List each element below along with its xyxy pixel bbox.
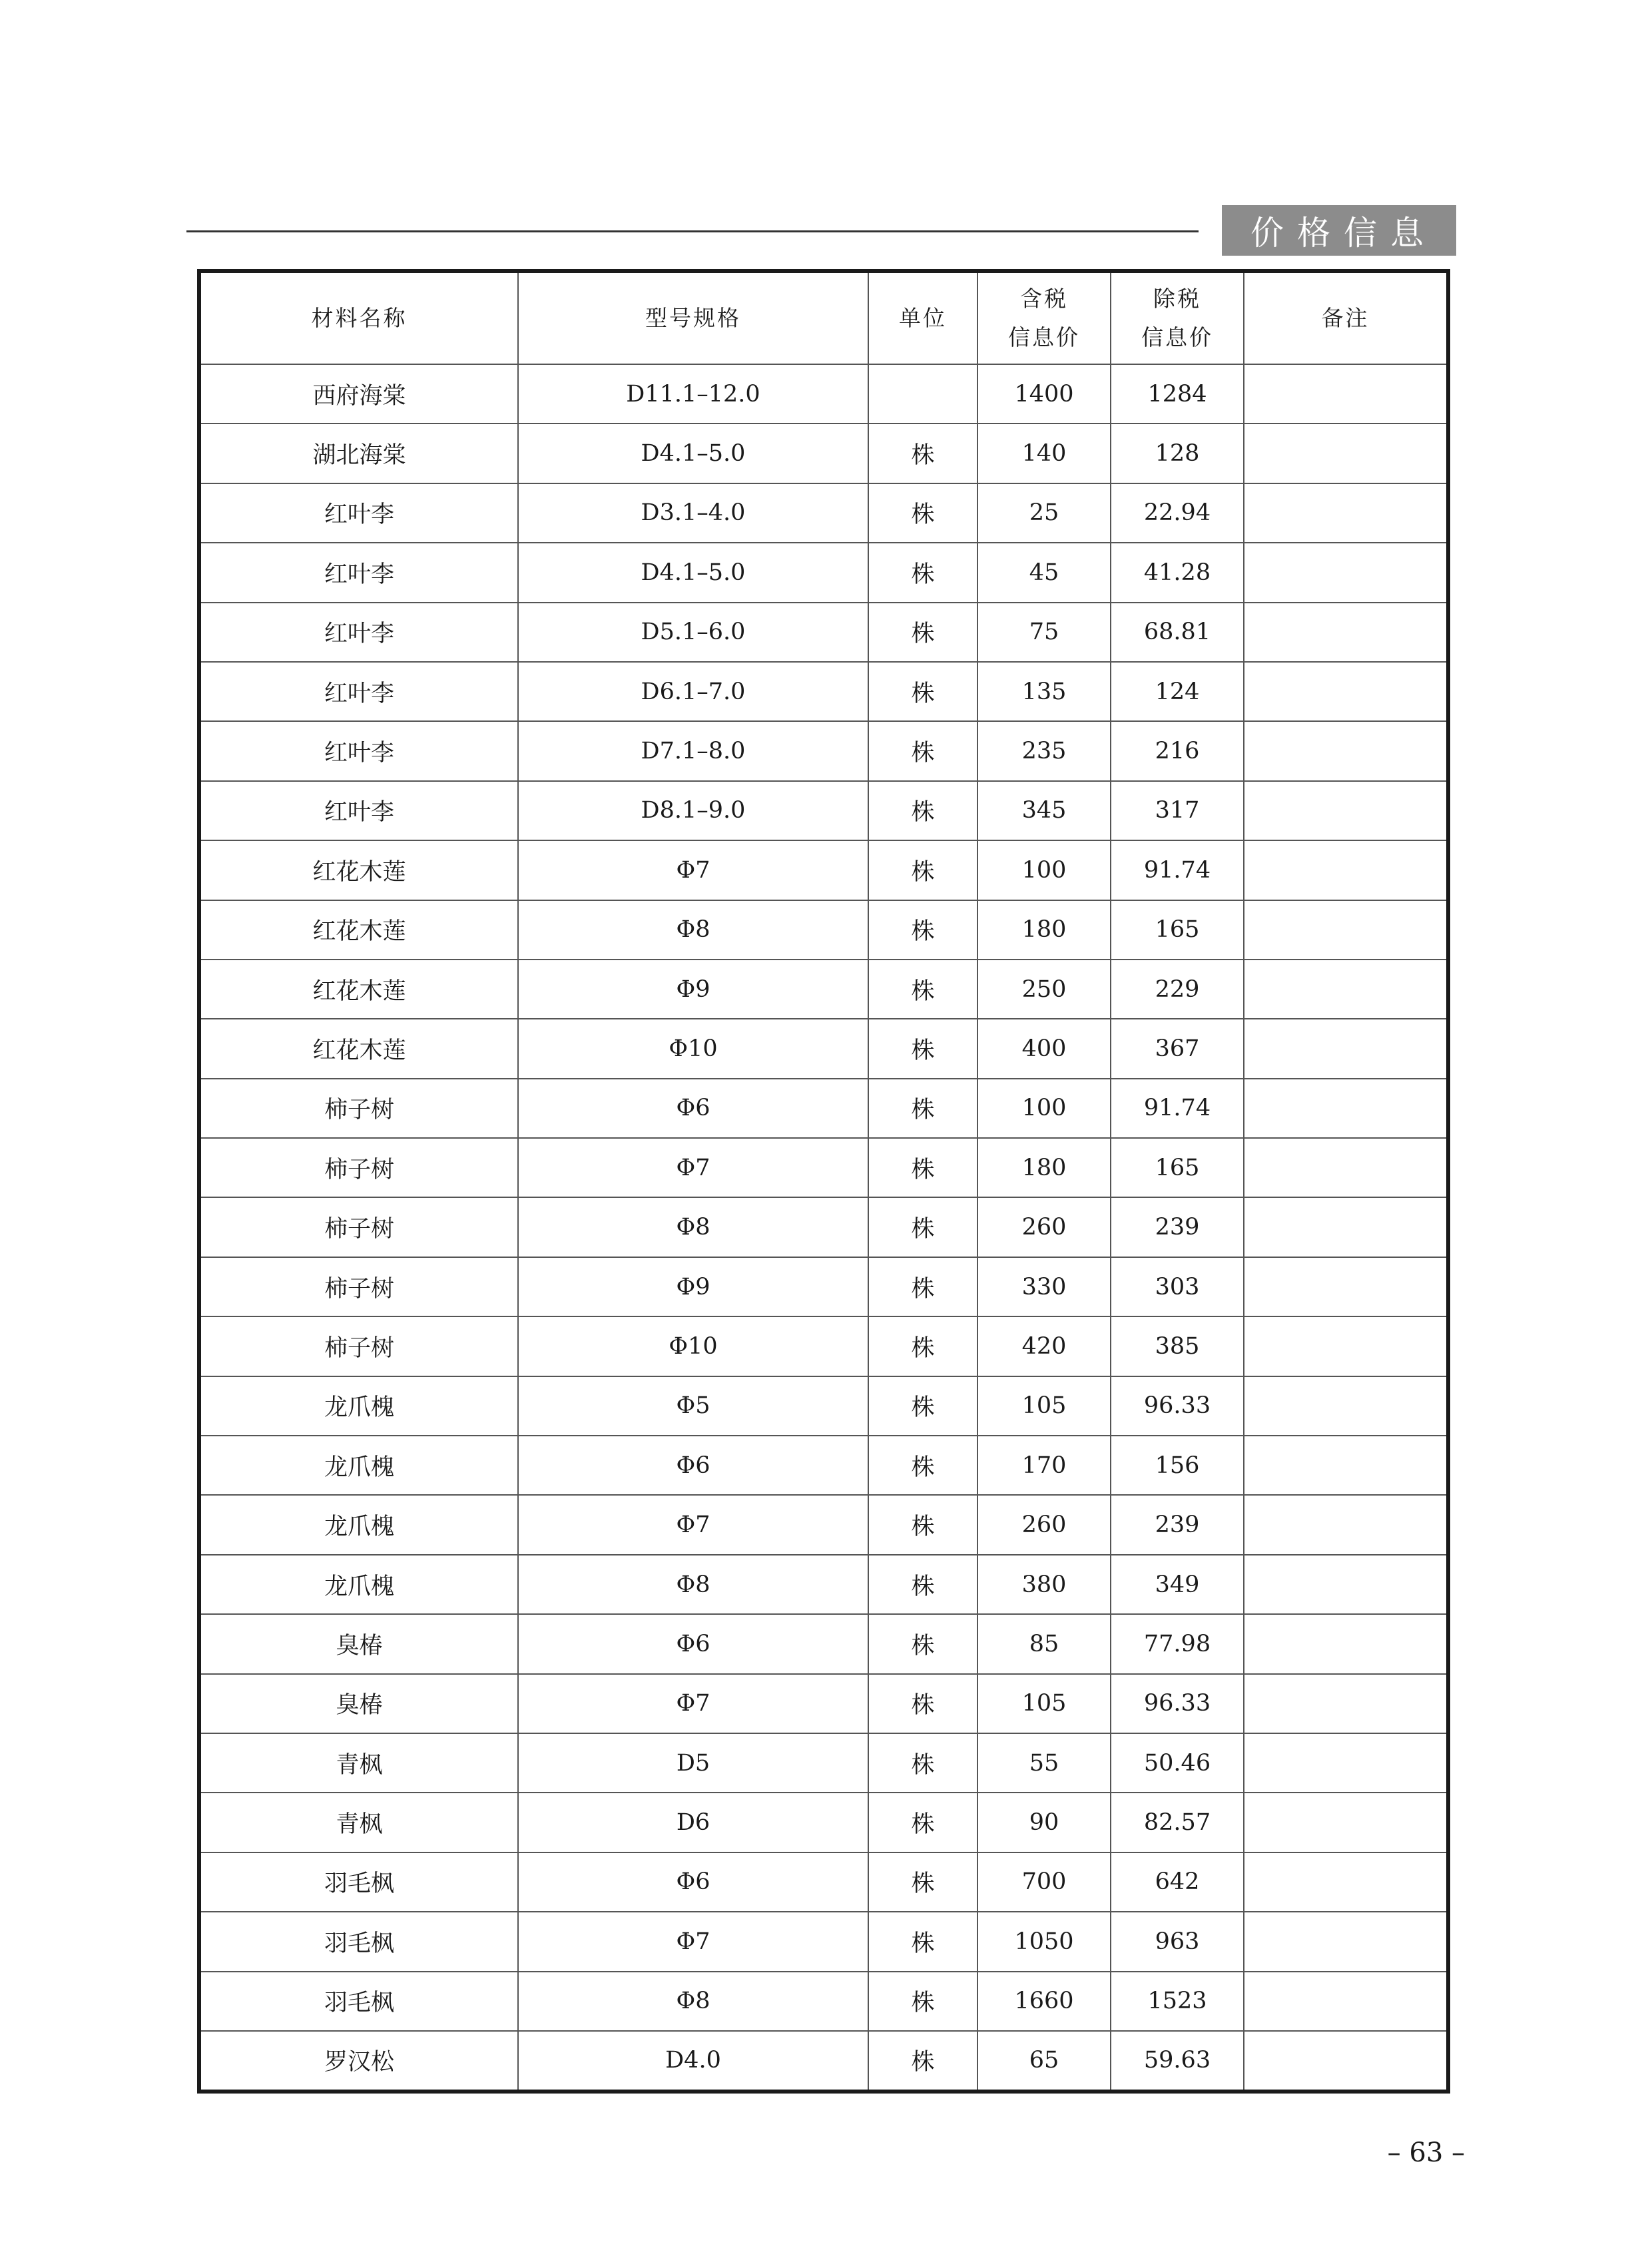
cell-unit: 株 <box>868 1495 977 1554</box>
cell-spec: D4.1–5.0 <box>518 543 868 602</box>
price-table <box>201 273 1446 2090</box>
cell-price-tax: 1400 <box>977 364 1111 423</box>
cell-price-tax: 140 <box>977 423 1111 483</box>
column-header-spec: 型号规格 <box>518 273 868 364</box>
cell-spec: Φ7 <box>518 840 868 900</box>
cell-spec: Φ8 <box>518 1555 868 1614</box>
cell-price-tax: 55 <box>977 1733 1111 1793</box>
cell-price-notax: 96.33 <box>1111 1674 1244 1733</box>
table-header-row <box>201 273 1446 364</box>
cell-price-tax: 420 <box>977 1316 1111 1376</box>
table-row <box>201 900 1446 960</box>
column-header-price-notax <box>1111 273 1244 364</box>
cell-remark <box>1244 1316 1446 1376</box>
cell-remark <box>1244 1972 1446 2031</box>
cell-name: 臭椿 <box>201 1674 518 1733</box>
cell-name: 红花木莲 <box>201 960 518 1019</box>
cell-price-notax: 367 <box>1111 1019 1244 1078</box>
table-row <box>201 2031 1446 2090</box>
cell-price-notax: 229 <box>1111 960 1244 1019</box>
header-rule <box>186 230 1199 232</box>
cell-name: 青枫 <box>201 1793 518 1852</box>
cell-spec: Φ7 <box>518 1674 868 1733</box>
cell-name: 龙爪槐 <box>201 1555 518 1614</box>
cell-unit: 株 <box>868 1733 977 1793</box>
cell-remark <box>1244 1436 1446 1495</box>
section-title-tab: 价格信息 <box>1222 205 1456 256</box>
cell-name: 青枫 <box>201 1733 518 1793</box>
cell-name: 柿子树 <box>201 1257 518 1316</box>
cell-price-notax: 96.33 <box>1111 1376 1244 1436</box>
cell-unit: 株 <box>868 1019 977 1078</box>
cell-remark <box>1244 1733 1446 1793</box>
table-row <box>201 1674 1446 1733</box>
price-table-frame <box>197 269 1450 2094</box>
cell-name: 龙爪槐 <box>201 1376 518 1436</box>
cell-price-tax: 180 <box>977 900 1111 960</box>
cell-spec: Φ7 <box>518 1912 868 1971</box>
cell-name: 臭椿 <box>201 1614 518 1673</box>
cell-remark <box>1244 1912 1446 1971</box>
cell-unit: 株 <box>868 1197 977 1257</box>
cell-remark <box>1244 423 1446 483</box>
cell-name: 羽毛枫 <box>201 1972 518 2031</box>
cell-unit: 株 <box>868 603 977 662</box>
cell-price-tax: 260 <box>977 1495 1111 1554</box>
cell-remark <box>1244 483 1446 543</box>
cell-price-tax: 330 <box>977 1257 1111 1316</box>
cell-spec: Φ9 <box>518 960 868 1019</box>
cell-price-tax: 260 <box>977 1197 1111 1257</box>
cell-price-notax: 68.81 <box>1111 603 1244 662</box>
cell-price-tax: 250 <box>977 960 1111 1019</box>
cell-remark <box>1244 1495 1446 1554</box>
cell-name: 羽毛枫 <box>201 1912 518 1971</box>
cell-price-notax: 303 <box>1111 1257 1244 1316</box>
cell-price-notax: 59.63 <box>1111 2031 1244 2090</box>
table-row <box>201 840 1446 900</box>
cell-price-notax: 165 <box>1111 1138 1244 1197</box>
cell-price-tax: 65 <box>977 2031 1111 2090</box>
cell-price-tax: 345 <box>977 781 1111 840</box>
cell-spec: D5 <box>518 1733 868 1793</box>
column-header-name: 材料名称 <box>201 273 518 364</box>
cell-name: 红叶李 <box>201 483 518 543</box>
cell-price-tax: 700 <box>977 1852 1111 1912</box>
cell-name: 柿子树 <box>201 1138 518 1197</box>
cell-spec: D7.1–8.0 <box>518 721 868 780</box>
cell-spec: Φ6 <box>518 1079 868 1138</box>
column-header-remark: 备注 <box>1244 273 1446 364</box>
cell-price-notax: 239 <box>1111 1197 1244 1257</box>
cell-name: 柿子树 <box>201 1316 518 1376</box>
cell-price-tax: 100 <box>977 1079 1111 1138</box>
column-header-price-tax-line2: 信息价 <box>1008 324 1080 350</box>
cell-spec: Φ5 <box>518 1376 868 1436</box>
cell-unit: 株 <box>868 781 977 840</box>
cell-spec: D5.1–6.0 <box>518 603 868 662</box>
table-body <box>201 364 1446 2090</box>
table-row <box>201 1495 1446 1554</box>
cell-unit: 株 <box>868 1316 977 1376</box>
table-row <box>201 423 1446 483</box>
cell-remark <box>1244 1257 1446 1316</box>
column-header-price-notax-line2: 信息价 <box>1141 324 1213 350</box>
cell-spec: Φ9 <box>518 1257 868 1316</box>
cell-price-notax: 82.57 <box>1111 1793 1244 1852</box>
cell-spec: D8.1–9.0 <box>518 781 868 840</box>
cell-price-notax: 963 <box>1111 1912 1244 1971</box>
cell-unit: 株 <box>868 960 977 1019</box>
cell-price-tax: 75 <box>977 603 1111 662</box>
cell-remark <box>1244 900 1446 960</box>
cell-price-tax: 170 <box>977 1436 1111 1495</box>
cell-name: 红叶李 <box>201 781 518 840</box>
cell-unit: 株 <box>868 1436 977 1495</box>
cell-price-tax: 400 <box>977 1019 1111 1078</box>
cell-remark <box>1244 1852 1446 1912</box>
table-row <box>201 1197 1446 1257</box>
cell-name: 柿子树 <box>201 1079 518 1138</box>
cell-name: 龙爪槐 <box>201 1495 518 1554</box>
cell-price-notax: 642 <box>1111 1852 1244 1912</box>
cell-unit: 株 <box>868 840 977 900</box>
cell-price-notax: 124 <box>1111 662 1244 721</box>
cell-name: 红叶李 <box>201 662 518 721</box>
cell-price-tax: 90 <box>977 1793 1111 1852</box>
cell-unit: 株 <box>868 1793 977 1852</box>
cell-unit: 株 <box>868 1852 977 1912</box>
cell-remark <box>1244 1079 1446 1138</box>
cell-remark <box>1244 1376 1446 1436</box>
table-row <box>201 1555 1446 1614</box>
cell-name: 红叶李 <box>201 721 518 780</box>
table-row <box>201 603 1446 662</box>
cell-price-tax: 235 <box>977 721 1111 780</box>
cell-price-tax: 85 <box>977 1614 1111 1673</box>
cell-unit: 株 <box>868 1555 977 1614</box>
cell-remark <box>1244 543 1446 602</box>
table-row <box>201 662 1446 721</box>
table-row <box>201 483 1446 543</box>
cell-remark <box>1244 1674 1446 1733</box>
cell-spec: Φ10 <box>518 1316 868 1376</box>
cell-price-notax: 165 <box>1111 900 1244 960</box>
cell-unit <box>868 364 977 423</box>
cell-unit: 株 <box>868 423 977 483</box>
cell-remark <box>1244 1138 1446 1197</box>
table-row <box>201 781 1446 840</box>
cell-spec: D4.1–5.0 <box>518 423 868 483</box>
cell-remark <box>1244 840 1446 900</box>
cell-name: 柿子树 <box>201 1197 518 1257</box>
cell-unit: 株 <box>868 1079 977 1138</box>
cell-remark <box>1244 2031 1446 2090</box>
cell-name: 红花木莲 <box>201 900 518 960</box>
cell-remark <box>1244 781 1446 840</box>
cell-name: 龙爪槐 <box>201 1436 518 1495</box>
cell-remark <box>1244 603 1446 662</box>
cell-price-notax: 77.98 <box>1111 1614 1244 1673</box>
cell-price-tax: 1660 <box>977 1972 1111 2031</box>
cell-name: 羽毛枫 <box>201 1852 518 1912</box>
table-row <box>201 1912 1446 1971</box>
cell-price-notax: 349 <box>1111 1555 1244 1614</box>
table-row <box>201 1733 1446 1793</box>
cell-unit: 株 <box>868 1257 977 1316</box>
table-row <box>201 1019 1446 1078</box>
cell-remark <box>1244 960 1446 1019</box>
cell-remark <box>1244 1614 1446 1673</box>
cell-price-notax: 91.74 <box>1111 840 1244 900</box>
cell-spec: Φ6 <box>518 1614 868 1673</box>
cell-unit: 株 <box>868 662 977 721</box>
column-header-price-notax-line1: 除税 <box>1153 286 1201 312</box>
cell-spec: D4.0 <box>518 2031 868 2090</box>
cell-unit: 株 <box>868 1674 977 1733</box>
cell-name: 红花木莲 <box>201 1019 518 1078</box>
cell-price-notax: 22.94 <box>1111 483 1244 543</box>
cell-price-notax: 41.28 <box>1111 543 1244 602</box>
cell-spec: Φ8 <box>518 900 868 960</box>
table-row <box>201 1079 1446 1138</box>
cell-remark <box>1244 1197 1446 1257</box>
cell-remark <box>1244 721 1446 780</box>
cell-price-tax: 100 <box>977 840 1111 900</box>
cell-unit: 株 <box>868 483 977 543</box>
cell-unit: 株 <box>868 1614 977 1673</box>
table-row <box>201 1614 1446 1673</box>
cell-price-tax: 25 <box>977 483 1111 543</box>
cell-unit: 株 <box>868 2031 977 2090</box>
cell-price-tax: 105 <box>977 1376 1111 1436</box>
cell-spec: D11.1–12.0 <box>518 364 868 423</box>
column-header-unit: 单位 <box>868 273 977 364</box>
cell-spec: Φ6 <box>518 1436 868 1495</box>
cell-price-notax: 156 <box>1111 1436 1244 1495</box>
table-row <box>201 543 1446 602</box>
cell-price-tax: 1050 <box>977 1912 1111 1971</box>
page-number: – 63 – <box>1387 2137 1465 2168</box>
cell-price-notax: 239 <box>1111 1495 1244 1554</box>
cell-remark <box>1244 364 1446 423</box>
table-row <box>201 1316 1446 1376</box>
table-row <box>201 1436 1446 1495</box>
cell-name: 湖北海棠 <box>201 423 518 483</box>
table-row <box>201 1972 1446 2031</box>
cell-unit: 株 <box>868 1912 977 1971</box>
table-row <box>201 1138 1446 1197</box>
cell-price-notax: 216 <box>1111 721 1244 780</box>
table-row <box>201 1257 1446 1316</box>
cell-remark <box>1244 1793 1446 1852</box>
cell-unit: 株 <box>868 1972 977 2031</box>
cell-price-notax: 317 <box>1111 781 1244 840</box>
cell-remark <box>1244 1019 1446 1078</box>
cell-price-notax: 1523 <box>1111 1972 1244 2031</box>
cell-price-notax: 50.46 <box>1111 1733 1244 1793</box>
cell-spec: Φ10 <box>518 1019 868 1078</box>
column-header-price-tax <box>977 273 1111 364</box>
cell-spec: Φ7 <box>518 1495 868 1554</box>
cell-price-tax: 180 <box>977 1138 1111 1197</box>
cell-unit: 株 <box>868 721 977 780</box>
table-row <box>201 721 1446 780</box>
cell-price-tax: 135 <box>977 662 1111 721</box>
cell-name: 西府海棠 <box>201 364 518 423</box>
cell-spec: Φ6 <box>518 1852 868 1912</box>
cell-spec: D3.1–4.0 <box>518 483 868 543</box>
cell-price-notax: 128 <box>1111 423 1244 483</box>
cell-spec: Φ7 <box>518 1138 868 1197</box>
cell-price-notax: 385 <box>1111 1316 1244 1376</box>
column-header-price-tax-line1: 含税 <box>1020 286 1068 312</box>
cell-name: 红花木莲 <box>201 840 518 900</box>
cell-spec: Φ8 <box>518 1972 868 2031</box>
cell-spec: Φ8 <box>518 1197 868 1257</box>
cell-remark <box>1244 662 1446 721</box>
cell-spec: D6 <box>518 1793 868 1852</box>
cell-price-notax: 1284 <box>1111 364 1244 423</box>
cell-name: 罗汉松 <box>201 2031 518 2090</box>
cell-price-tax: 45 <box>977 543 1111 602</box>
cell-name: 红叶李 <box>201 543 518 602</box>
cell-name: 红叶李 <box>201 603 518 662</box>
table-row <box>201 960 1446 1019</box>
cell-price-tax: 380 <box>977 1555 1111 1614</box>
table-row <box>201 364 1446 423</box>
cell-unit: 株 <box>868 900 977 960</box>
cell-spec: D6.1–7.0 <box>518 662 868 721</box>
cell-remark <box>1244 1555 1446 1614</box>
table-row <box>201 1793 1446 1852</box>
table-row <box>201 1376 1446 1436</box>
table-row <box>201 1852 1446 1912</box>
cell-price-tax: 105 <box>977 1674 1111 1733</box>
cell-price-notax: 91.74 <box>1111 1079 1244 1138</box>
cell-unit: 株 <box>868 1138 977 1197</box>
cell-unit: 株 <box>868 543 977 602</box>
cell-unit: 株 <box>868 1376 977 1436</box>
